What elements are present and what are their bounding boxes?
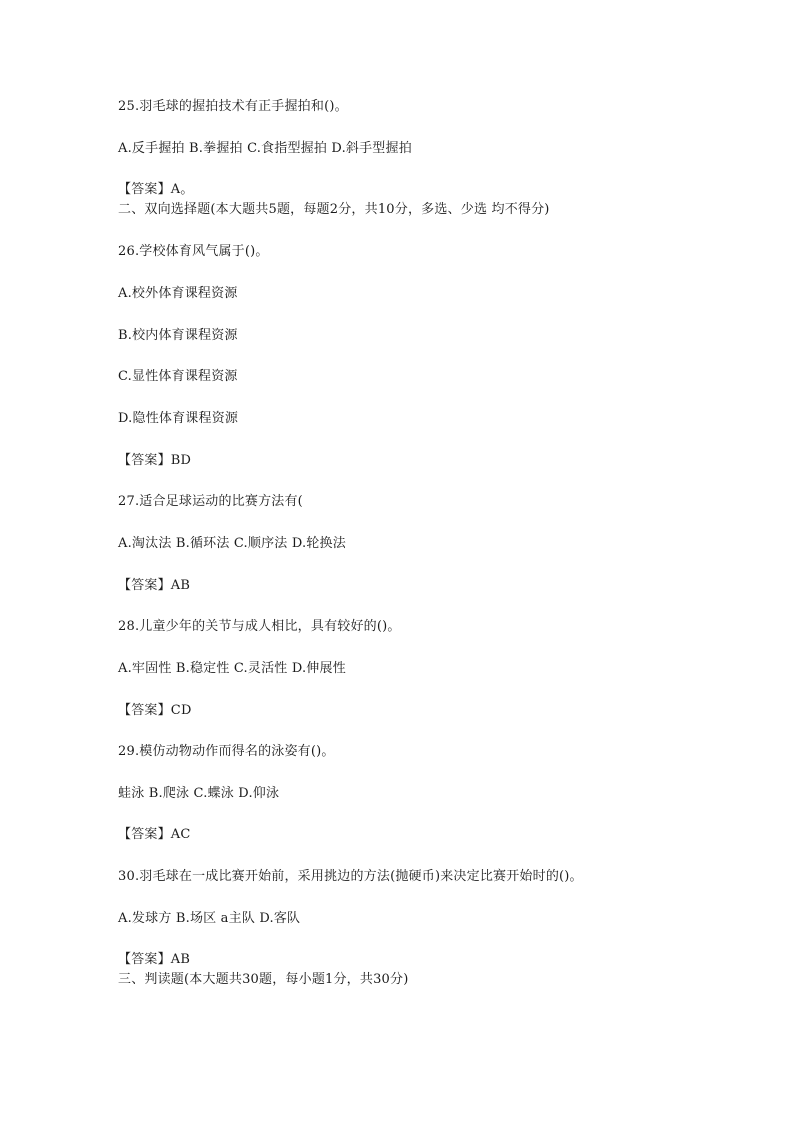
- question-25-answer: 【答案】A。: [118, 182, 194, 197]
- question-30-answer: 【答案】AB: [118, 952, 191, 967]
- question-26-option-a: A.校外体育课程资源: [118, 286, 238, 301]
- question-30-text: 30.羽毛球在一成比赛开始前，采用挑边的方法(抛硬币)来决定比赛开始时的()。: [118, 869, 583, 884]
- section-3-heading: 三、判读题(本大题共30题，每小题1分，共30分): [118, 972, 409, 987]
- question-27-options: A.淘汰法 B.循环法 C.顺序法 D.轮换法: [118, 536, 346, 551]
- question-28-options: A.牢固性 B.稳定性 C.灵活性 D.伸展性: [118, 661, 346, 676]
- question-26-option-d: D.隐性体育课程资源: [118, 411, 239, 426]
- question-29-answer: 【答案】AC: [118, 827, 191, 842]
- question-26-option-b: B.校内体育课程资源: [118, 328, 238, 343]
- question-29-options: 蛙泳 B.爬泳 C.蝶泳 D.仰泳: [118, 786, 280, 801]
- question-26-text: 26.学校体育风气属于()。: [118, 244, 269, 259]
- section-2-heading: 二、双向选择题(本大题共5题，每题2分，共10分，多选、少选 均不得分): [118, 202, 550, 217]
- question-25-options: A.反手握拍 B.拳握拍 C.食指型握拍 D.斜手型握拍: [118, 141, 412, 156]
- question-28-text: 28.儿童少年的关节与成人相比，具有较好的()。: [118, 619, 401, 634]
- question-26-option-c: C.显性体育课程资源: [118, 369, 238, 384]
- question-25-text: 25.羽毛球的握拍技术有正手握拍和()。: [118, 99, 348, 114]
- question-26-answer: 【答案】BD: [118, 453, 192, 468]
- question-29-text: 29.模仿动物动作而得名的泳姿有()。: [118, 744, 335, 759]
- question-27-text: 27.适合足球运动的比赛方法有(: [118, 494, 303, 509]
- question-30-options: A.发球方 B.场区 a主队 D.客队: [118, 911, 301, 926]
- question-27-answer: 【答案】AB: [118, 578, 191, 593]
- question-28-answer: 【答案】CD: [118, 703, 192, 718]
